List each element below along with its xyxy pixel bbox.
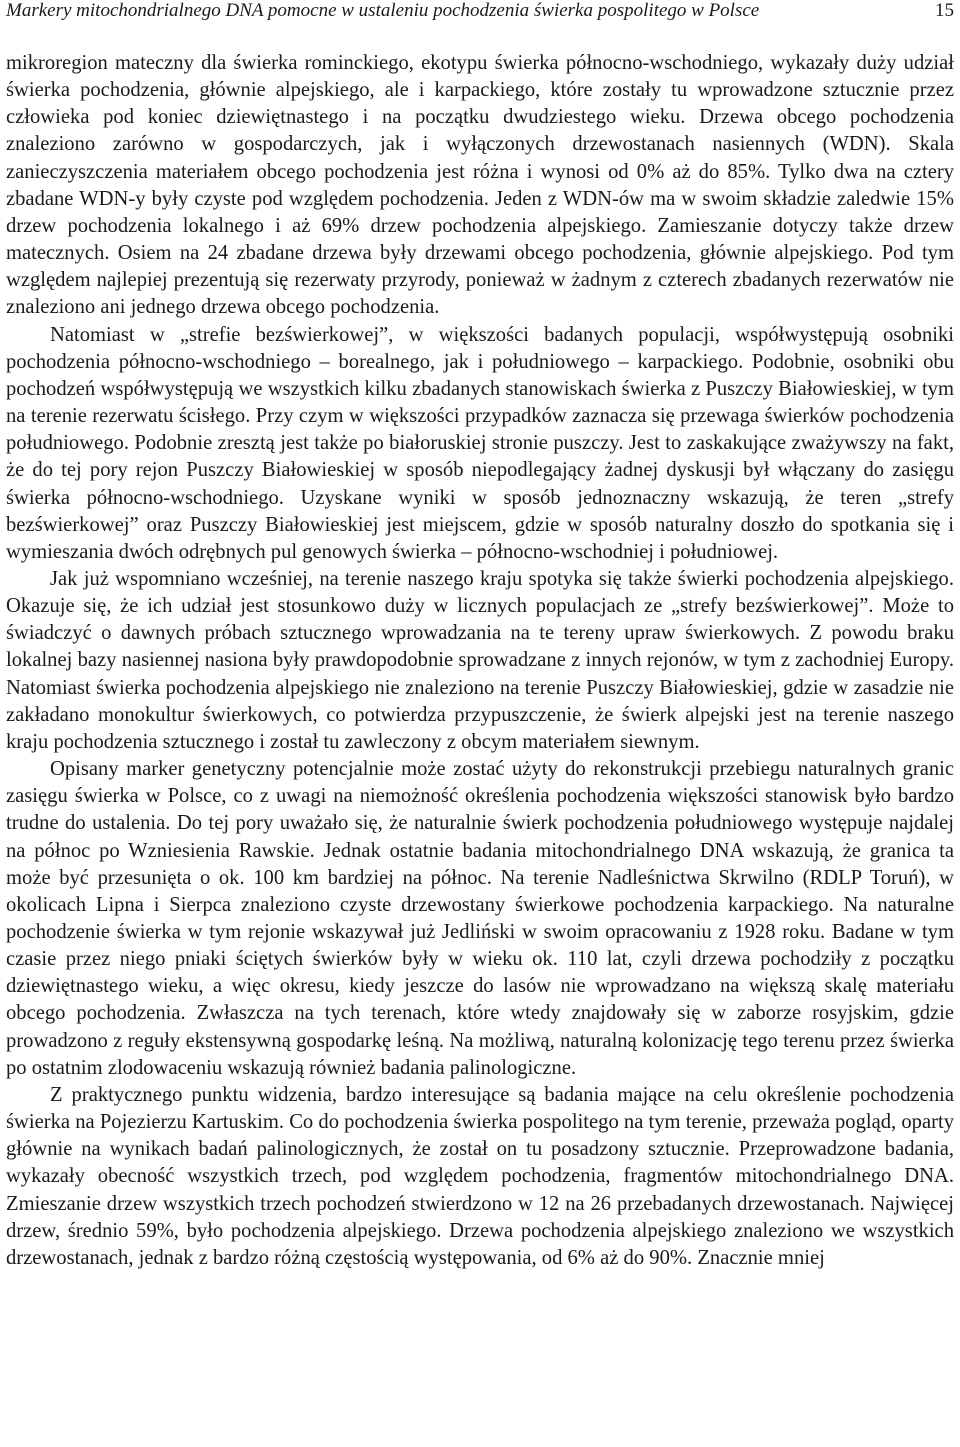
paragraph-continued: mikroregion mateczny dla świerka rominckiego, ekotypu świerka północno-wschodniego, wykazały duży udział świerka pochodzenia, głównie alpejskiego, ale i karpackiego, które zostały tu wprowadzone sztucznie przez człowieka pod koniec dziewiętnastego i na początku dwudziestego wieku. Drzewa obcego pochodzenia znaleziono zarówno w gospodarczych, jak i wyłączonych drzewostanach nasiennych (WDN). Skala zanieczyszczenia materiałem obcego pochodzenia jest różna i wynosi od 0% aż do 85%. Tylko dwa na cztery zbadane WDN-y były czyste pod względem pochodzenia. Jeden z WDN-ów ma w swoim składzie zaledwie 15% drzew pochodzenia lokalnego i aż 69% drzew pochodzenia alpejskiego. Zamieszanie dotyczy także drzew matecznych. Osiem na 24 zbadane drzewa były drzewami obcego pochodzenia, głównie alpejskiego. Pod tym względem najlepiej prezentują się rezerwaty przyrody, ponieważ w żadnym z czterech zbadanych rezerwatów nie znaleziono ani jednego drzewa obcego pochodzenia. xyxy=(6,52,954,319)
article-body xyxy=(6,50,954,1272)
running-title: Markery mitochondrialnego DNA pomocne w ustaleniu pochodzenia świerka pospolitego w Polsce xyxy=(6,0,760,21)
running-header xyxy=(6,0,954,32)
paragraph: Jak już wspomniano wcześniej, na terenie naszego kraju spotyka się także świerki pochodzenia alpejskiego. Okazuje się, że ich udział jest stosunkowo duży w licznych populacjach ze „strefy bezświerkowej”. Może to świadczyć o dawnych próbach sztucznego wprowadzania na te tereny upraw świerkowych. Z powodu braku lokalnej bazy nasiennej nasiona były prawdopodobnie sprowadzane z innych rejonów, w tym z zachodniej Europy. Natomiast świerka pochodzenia alpejskiego nie znaleziono na terenie Puszczy Białowieskiej, gdzie w zasadzie nie zakładano monokultur świerkowych, co potwierdza przypuszczenie, że świerk alpejski jest na terenie naszego kraju pochodzenia sztucznego i został tu zawleczony z obcym materiałem siewnym. xyxy=(6,567,954,753)
paragraph: Z praktycznego punktu widzenia, bardzo interesujące są badania mające na celu określenie pochodzenia świerka na Pojezierzu Kartuskim. Co do pochodzenia świerka pospolitego na tym terenie, przeważa pogląd, oparty głównie na wynikach badań palinologicznych, że został on tu posadzony sztucznie. Przeprowadzone badania, wykazały obecność wszystkich trzech, pod względem pochodzenia, fragmentów mitochondrialnego DNA. Zmieszanie drzew wszystkich trzech pochodzeń stwierdzono w 12 na 26 przebadanych drzewostanach. Najwięcej drzew, średnio 59%, było pochodzenia alpejskiego. Drzewa pochodzenia alpejskiego znaleziono we wszystkich drzewostanach, jednak z bardzo różną częstością występowania, od 6% aż do 90%. Znacznie mniej xyxy=(6,1083,954,1269)
paragraph: Natomiast w „strefie bezświerkowej”, w większości badanych populacji, współwystępują osobniki pochodzenia północno-wschodniego – borealnego, jak i południowego – karpackiego. Podobnie, osobniki obu pochodzeń współwystępują we wszystkich kilku zbadanych stanowiskach świerka z Puszczy Białowieskiej, w tym na terenie rezerwatu ścisłego. Przy czym w większości przypadków zaznacza się przewaga świerków pochodzenia południowego. Podobnie zresztą jest także po białoruskiej stronie puszczy. Jest to zaskakujące zważywszy na fakt, że do tej pory rejon Puszczy Białowieskiej w sposób niepodlegający żadnej dyskusji był włączany do zasięgu świerka północno-wschodniego. Uzyskane wyniki w sposób jednoznaczny wskazują, że teren „strefy bezświerkowej” oraz Puszczy Białowieskiej jest miejscem, gdzie w sposób naturalny doszło do spotkania się i wymieszania dwóch odrębnych pul genowych świerka – północno-wschodniej i południowej. xyxy=(6,323,954,563)
paragraph: Opisany marker genetyczny potencjalnie może zostać użyty do rekonstrukcji przebiegu naturalnych granic zasięgu świerka w Polsce, co z uwagi na niemożność określenia pochodzenia większości stanowisk było bardzo trudne do ustalenia. Do tej pory uważało się, że naturalnie świerk pochodzenia południowego występuje najdalej na północ po Wzniesienia Rawskie. Jednak ostatnie badania mitochondrialnego DNA wskazują, że granica ta może być przesunięta o ok. 100 km bardziej na północ. Na terenie Nadleśnictwa Skrwilno (RDLP Toruń), w okolicach Lipna i Sierpca znaleziono czyste drzewostany świerkowe pochodzenia karpackiego. Na naturalne pochodzenie świerka w tym rejonie wskazywał już Jedliński w swoim opracowaniu z 1928 roku. Badane w tym czasie przez niego pniaki ściętych świerków były w wieku ok. 110 lat, czyli drzewa pochodziły z początku dziewiętnastego wieku, a więc okresu, kiedy jeszcze do lasów nie wprowadzano na większą skalę materiału obcego pochodzenia. Zwłaszcza na tych terenach, które wtedy znajdowały się w zaborze rosyjskim, gdzie prowadzono z reguły ekstensywną gospodarkę leśną. Na możliwą, naturalną kolonizację tego terenu przez świerka po ostatnim zlodowaceniu wskazują również badania palinologiczne. xyxy=(6,758,954,1079)
page-number: 15 xyxy=(935,0,954,21)
